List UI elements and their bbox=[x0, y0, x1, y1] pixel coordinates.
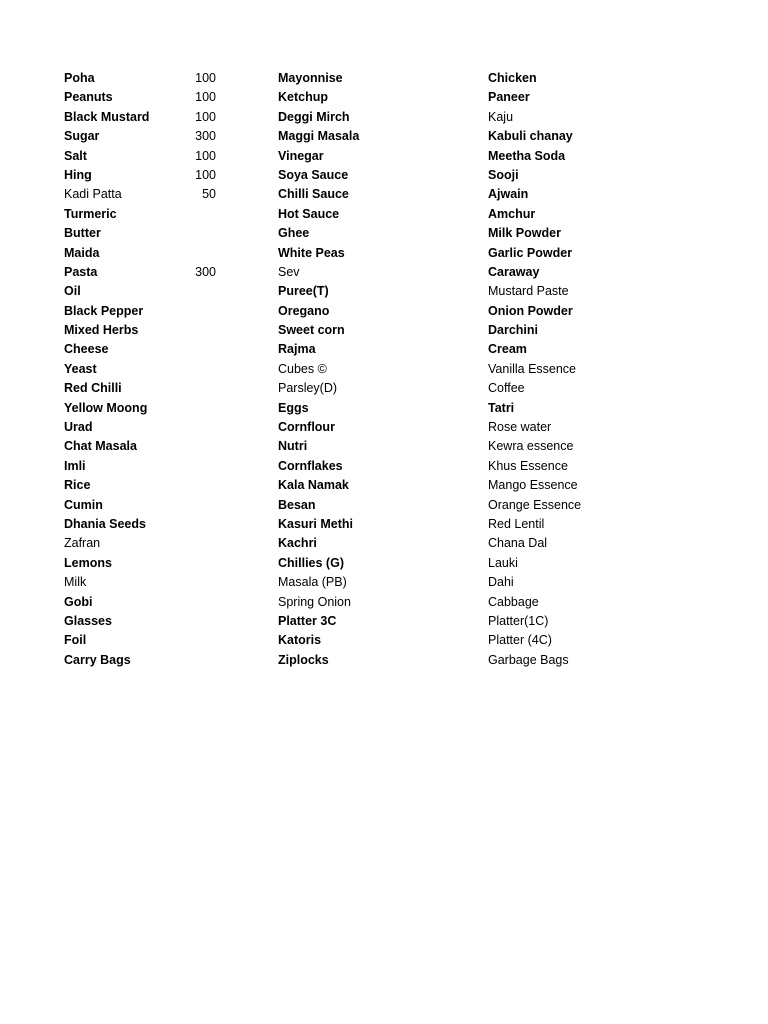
item-name: Sweet corn bbox=[278, 323, 345, 338]
item-name: Dhania Seeds bbox=[64, 516, 146, 531]
list-item bbox=[278, 224, 468, 243]
list-item bbox=[278, 244, 468, 263]
item-name: Meetha Soda bbox=[488, 148, 566, 163]
list-item bbox=[64, 593, 224, 612]
item-name: Carry Bags bbox=[64, 652, 131, 667]
item-name: Salt bbox=[64, 148, 87, 163]
list-item bbox=[64, 379, 224, 398]
item-name: Garbage Bags bbox=[488, 652, 569, 667]
item-name: Vanilla Essence bbox=[488, 361, 577, 376]
list-item bbox=[278, 185, 468, 204]
item-name: Maida bbox=[64, 245, 100, 260]
list-item bbox=[64, 205, 224, 224]
item-name: Masala (PB) bbox=[278, 575, 347, 590]
item-name: Red Chilli bbox=[64, 381, 122, 396]
list-item bbox=[488, 554, 688, 573]
list-item bbox=[64, 340, 224, 359]
list-item bbox=[64, 166, 224, 185]
list-item bbox=[64, 127, 224, 146]
list-item bbox=[488, 457, 688, 476]
item-name: Ziplocks bbox=[278, 652, 329, 667]
list-item bbox=[64, 437, 224, 456]
list-item bbox=[278, 205, 468, 224]
list-item bbox=[64, 302, 224, 321]
list-item bbox=[488, 282, 688, 301]
item-name: Kala Namak bbox=[278, 478, 349, 493]
list-item bbox=[278, 418, 468, 437]
item-name: Chicken bbox=[488, 71, 537, 85]
list-item bbox=[64, 612, 224, 631]
list-item bbox=[488, 631, 688, 650]
list-item bbox=[64, 108, 224, 127]
item-name: Kadi Patta bbox=[64, 187, 122, 202]
list-item bbox=[64, 534, 224, 553]
list-item bbox=[278, 399, 468, 418]
item-name: Yeast bbox=[64, 361, 97, 376]
list-item bbox=[278, 612, 468, 631]
list-item bbox=[488, 88, 688, 107]
item-quantity: 100 bbox=[195, 167, 216, 182]
item-name: Rice bbox=[64, 478, 91, 493]
list-item bbox=[488, 437, 688, 456]
item-name: Maggi Masala bbox=[278, 129, 360, 144]
list-item bbox=[278, 340, 468, 359]
item-name: Kewra essence bbox=[488, 439, 574, 454]
item-name: Foil bbox=[64, 633, 87, 648]
item-quantity: 50 bbox=[202, 187, 216, 202]
item-name: Hot Sauce bbox=[278, 206, 340, 221]
item-name: Dahi bbox=[488, 575, 514, 590]
list-item bbox=[64, 244, 224, 263]
item-name: Cornflakes bbox=[278, 458, 343, 473]
item-name: Oregano bbox=[278, 303, 330, 318]
list-item bbox=[64, 224, 224, 243]
list-item bbox=[488, 185, 688, 204]
item-name: Mixed Herbs bbox=[64, 323, 139, 338]
list-item bbox=[64, 263, 224, 282]
list-item bbox=[64, 360, 224, 379]
item-name: Mustard Paste bbox=[488, 284, 569, 299]
item-name: Nutri bbox=[278, 439, 308, 454]
list-item bbox=[488, 69, 688, 88]
list-item bbox=[278, 573, 468, 592]
item-name: Platter (4C) bbox=[488, 633, 552, 648]
list-item bbox=[488, 515, 688, 534]
list-item bbox=[64, 573, 224, 592]
item-name: Ketchup bbox=[278, 90, 328, 105]
item-name: Deggi Mirch bbox=[278, 109, 350, 124]
item-name: Kachri bbox=[278, 536, 317, 551]
item-name: Orange Essence bbox=[488, 497, 582, 512]
list-item bbox=[278, 631, 468, 650]
list-item bbox=[278, 360, 468, 379]
list-item bbox=[64, 88, 224, 107]
list-item bbox=[488, 244, 688, 263]
item-name: Besan bbox=[278, 497, 316, 512]
item-name: Pasta bbox=[64, 264, 98, 279]
list-item bbox=[488, 321, 688, 340]
list-item bbox=[278, 379, 468, 398]
item-name: Chat Masala bbox=[64, 439, 137, 454]
item-name: Poha bbox=[64, 71, 95, 85]
list-item bbox=[488, 612, 688, 631]
item-name: Puree(T) bbox=[278, 284, 329, 299]
item-name: Chillies (G) bbox=[278, 555, 344, 570]
list-item bbox=[278, 515, 468, 534]
item-name: Cubes © bbox=[278, 361, 327, 376]
list-item bbox=[64, 554, 224, 573]
item-name: Mayonnise bbox=[278, 71, 343, 85]
list-item bbox=[488, 379, 688, 398]
list-item bbox=[64, 457, 224, 476]
item-name: Chilli Sauce bbox=[278, 187, 349, 202]
list-item bbox=[488, 263, 688, 282]
list-item bbox=[488, 302, 688, 321]
item-name: Platter(1C) bbox=[488, 613, 549, 628]
item-name: Hing bbox=[64, 167, 92, 182]
item-name: Onion Powder bbox=[488, 303, 573, 318]
column-1 bbox=[64, 69, 224, 670]
list-item bbox=[278, 127, 468, 146]
item-name: Soya Sauce bbox=[278, 167, 349, 182]
item-name: Eggs bbox=[278, 400, 309, 415]
list-item bbox=[278, 282, 468, 301]
item-name: Sugar bbox=[64, 129, 100, 144]
item-name: Glasses bbox=[64, 613, 112, 628]
list-item bbox=[278, 302, 468, 321]
list-item bbox=[64, 476, 224, 495]
item-name: Red Lentil bbox=[488, 516, 545, 531]
list-item bbox=[278, 263, 468, 282]
list-item bbox=[488, 399, 688, 418]
list-item bbox=[488, 147, 688, 166]
list-item bbox=[278, 534, 468, 553]
list-item bbox=[64, 651, 224, 670]
item-quantity: 300 bbox=[195, 129, 216, 144]
item-name: Imli bbox=[64, 458, 86, 473]
item-name: Kabuli chanay bbox=[488, 129, 573, 144]
item-name: Garlic Powder bbox=[488, 245, 573, 260]
item-quantity: 100 bbox=[195, 90, 216, 105]
item-quantity: 100 bbox=[195, 148, 216, 163]
item-name: White Peas bbox=[278, 245, 345, 260]
item-name: Paneer bbox=[488, 90, 530, 105]
list-item bbox=[64, 418, 224, 437]
list-item bbox=[488, 340, 688, 359]
item-name: Tatri bbox=[488, 400, 515, 415]
item-name: Urad bbox=[64, 420, 93, 435]
list-item bbox=[488, 205, 688, 224]
item-name: Coffee bbox=[488, 381, 525, 396]
item-name: Rose water bbox=[488, 420, 552, 435]
list-item bbox=[278, 593, 468, 612]
item-quantity: 300 bbox=[195, 264, 216, 279]
list-item bbox=[64, 321, 224, 340]
item-name: Black Pepper bbox=[64, 303, 144, 318]
item-name: Parsley(D) bbox=[278, 381, 338, 396]
list-item bbox=[278, 476, 468, 495]
item-name: Cream bbox=[488, 342, 527, 357]
item-name: Milk bbox=[64, 575, 87, 590]
list-item bbox=[278, 69, 468, 88]
list-item bbox=[64, 399, 224, 418]
item-name: Ghee bbox=[278, 226, 310, 241]
item-name: Kasuri Methi bbox=[278, 516, 354, 531]
item-name: Sev bbox=[278, 264, 300, 279]
column-2 bbox=[278, 69, 468, 670]
item-name: Cumin bbox=[64, 497, 103, 512]
list-item bbox=[278, 88, 468, 107]
item-name: Amchur bbox=[488, 206, 536, 221]
list-item bbox=[488, 496, 688, 515]
item-name: Vinegar bbox=[278, 148, 324, 163]
list-item bbox=[278, 108, 468, 127]
list-item bbox=[64, 282, 224, 301]
list-item bbox=[278, 496, 468, 515]
list-item bbox=[64, 69, 224, 88]
list-item bbox=[64, 185, 224, 204]
item-name: Ajwain bbox=[488, 187, 529, 202]
list-item bbox=[488, 166, 688, 185]
list-item bbox=[488, 224, 688, 243]
item-name: Darchini bbox=[488, 323, 539, 338]
list-item bbox=[488, 593, 688, 612]
item-name: Yellow Moong bbox=[64, 400, 148, 415]
item-name: Zafran bbox=[64, 536, 101, 551]
item-name: Oil bbox=[64, 284, 81, 299]
item-name: Milk Powder bbox=[488, 226, 561, 241]
item-name: Platter 3C bbox=[278, 613, 337, 628]
item-name: Katoris bbox=[278, 633, 322, 648]
item-name: Cornflour bbox=[278, 420, 335, 435]
list-item bbox=[488, 573, 688, 592]
item-name: Butter bbox=[64, 226, 101, 241]
list-item bbox=[278, 437, 468, 456]
item-name: Spring Onion bbox=[278, 594, 351, 609]
list-item bbox=[64, 515, 224, 534]
item-name: Cabbage bbox=[488, 594, 539, 609]
item-name: Peanuts bbox=[64, 90, 113, 105]
item-name: Caraway bbox=[488, 264, 540, 279]
list-item bbox=[278, 554, 468, 573]
list-item bbox=[488, 127, 688, 146]
list-item bbox=[64, 496, 224, 515]
item-name: Kaju bbox=[488, 109, 514, 124]
item-name: Cheese bbox=[64, 342, 109, 357]
list-item bbox=[488, 418, 688, 437]
list-item bbox=[488, 651, 688, 670]
item-name: Gobi bbox=[64, 594, 93, 609]
item-name: Mango Essence bbox=[488, 478, 578, 493]
item-name: Chana Dal bbox=[488, 536, 548, 551]
item-quantity: 100 bbox=[195, 71, 216, 85]
list-item bbox=[278, 457, 468, 476]
list-item bbox=[278, 166, 468, 185]
list-item bbox=[278, 321, 468, 340]
item-name: Rajma bbox=[278, 342, 316, 357]
item-name: Turmeric bbox=[64, 206, 117, 221]
item-quantity: 100 bbox=[195, 109, 216, 124]
column-3 bbox=[488, 69, 688, 670]
list-item bbox=[278, 147, 468, 166]
item-name: Black Mustard bbox=[64, 109, 150, 124]
item-name: Lauki bbox=[488, 555, 518, 570]
list-item bbox=[488, 108, 688, 127]
item-name: Sooji bbox=[488, 167, 519, 182]
list-item bbox=[64, 631, 224, 650]
item-name: Khus Essence bbox=[488, 458, 568, 473]
item-name: Lemons bbox=[64, 555, 112, 570]
list-item bbox=[488, 360, 688, 379]
list-item bbox=[488, 534, 688, 553]
list-item bbox=[64, 147, 224, 166]
list-item bbox=[278, 651, 468, 670]
list-item bbox=[488, 476, 688, 495]
